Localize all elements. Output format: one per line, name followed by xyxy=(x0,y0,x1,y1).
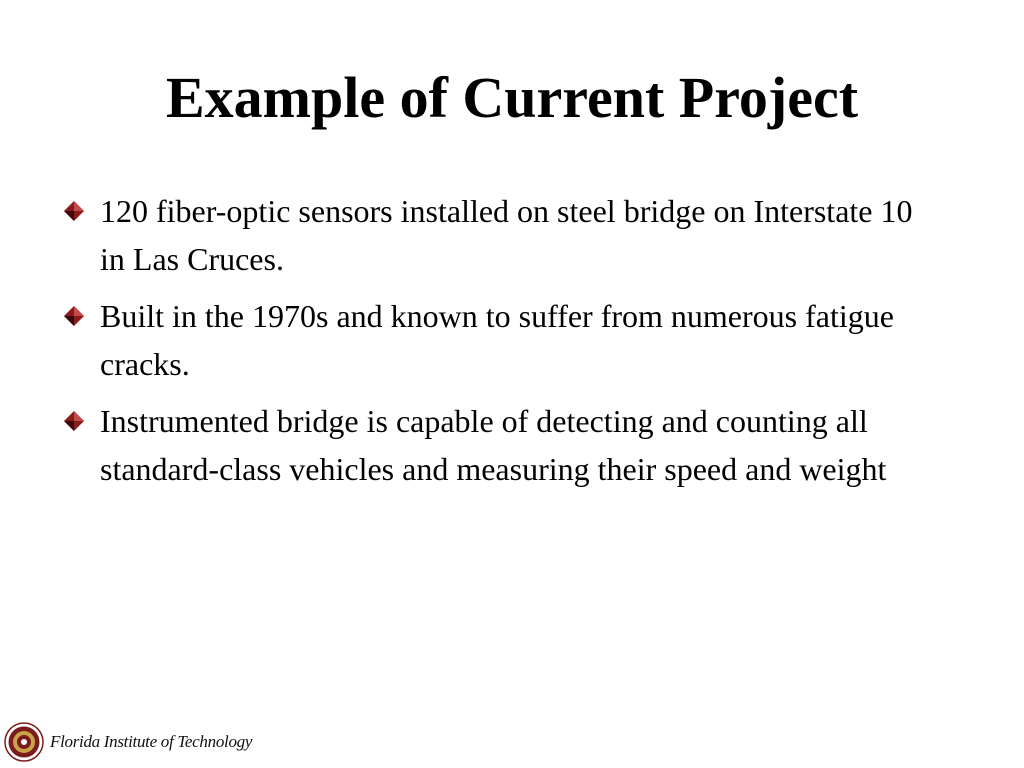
diamond-bullet-icon xyxy=(62,304,86,328)
bullet-item xyxy=(58,187,938,283)
slide-title: Example of Current Project xyxy=(165,65,859,130)
bullet-list xyxy=(58,187,938,502)
bullet-item xyxy=(58,292,938,388)
bullet-item xyxy=(58,397,938,493)
bullet-text: Instrumented bridge is capable of detecting and counting all standard-class vehicles and measuring their speed and weight xyxy=(100,403,887,487)
footer-logo xyxy=(4,720,252,764)
bullet-text: 120 fiber-optic sensors installed on steel bridge on Interstate 10 in Las Cruces. xyxy=(100,193,913,277)
bullet-text: Built in the 1970s and known to suffer from numerous fatigue cracks. xyxy=(100,298,894,382)
diamond-bullet-icon xyxy=(62,409,86,433)
diamond-bullet-icon xyxy=(62,199,86,223)
fit-seal-icon xyxy=(4,722,44,762)
institution-name: Florida Institute of Technology xyxy=(50,732,253,751)
